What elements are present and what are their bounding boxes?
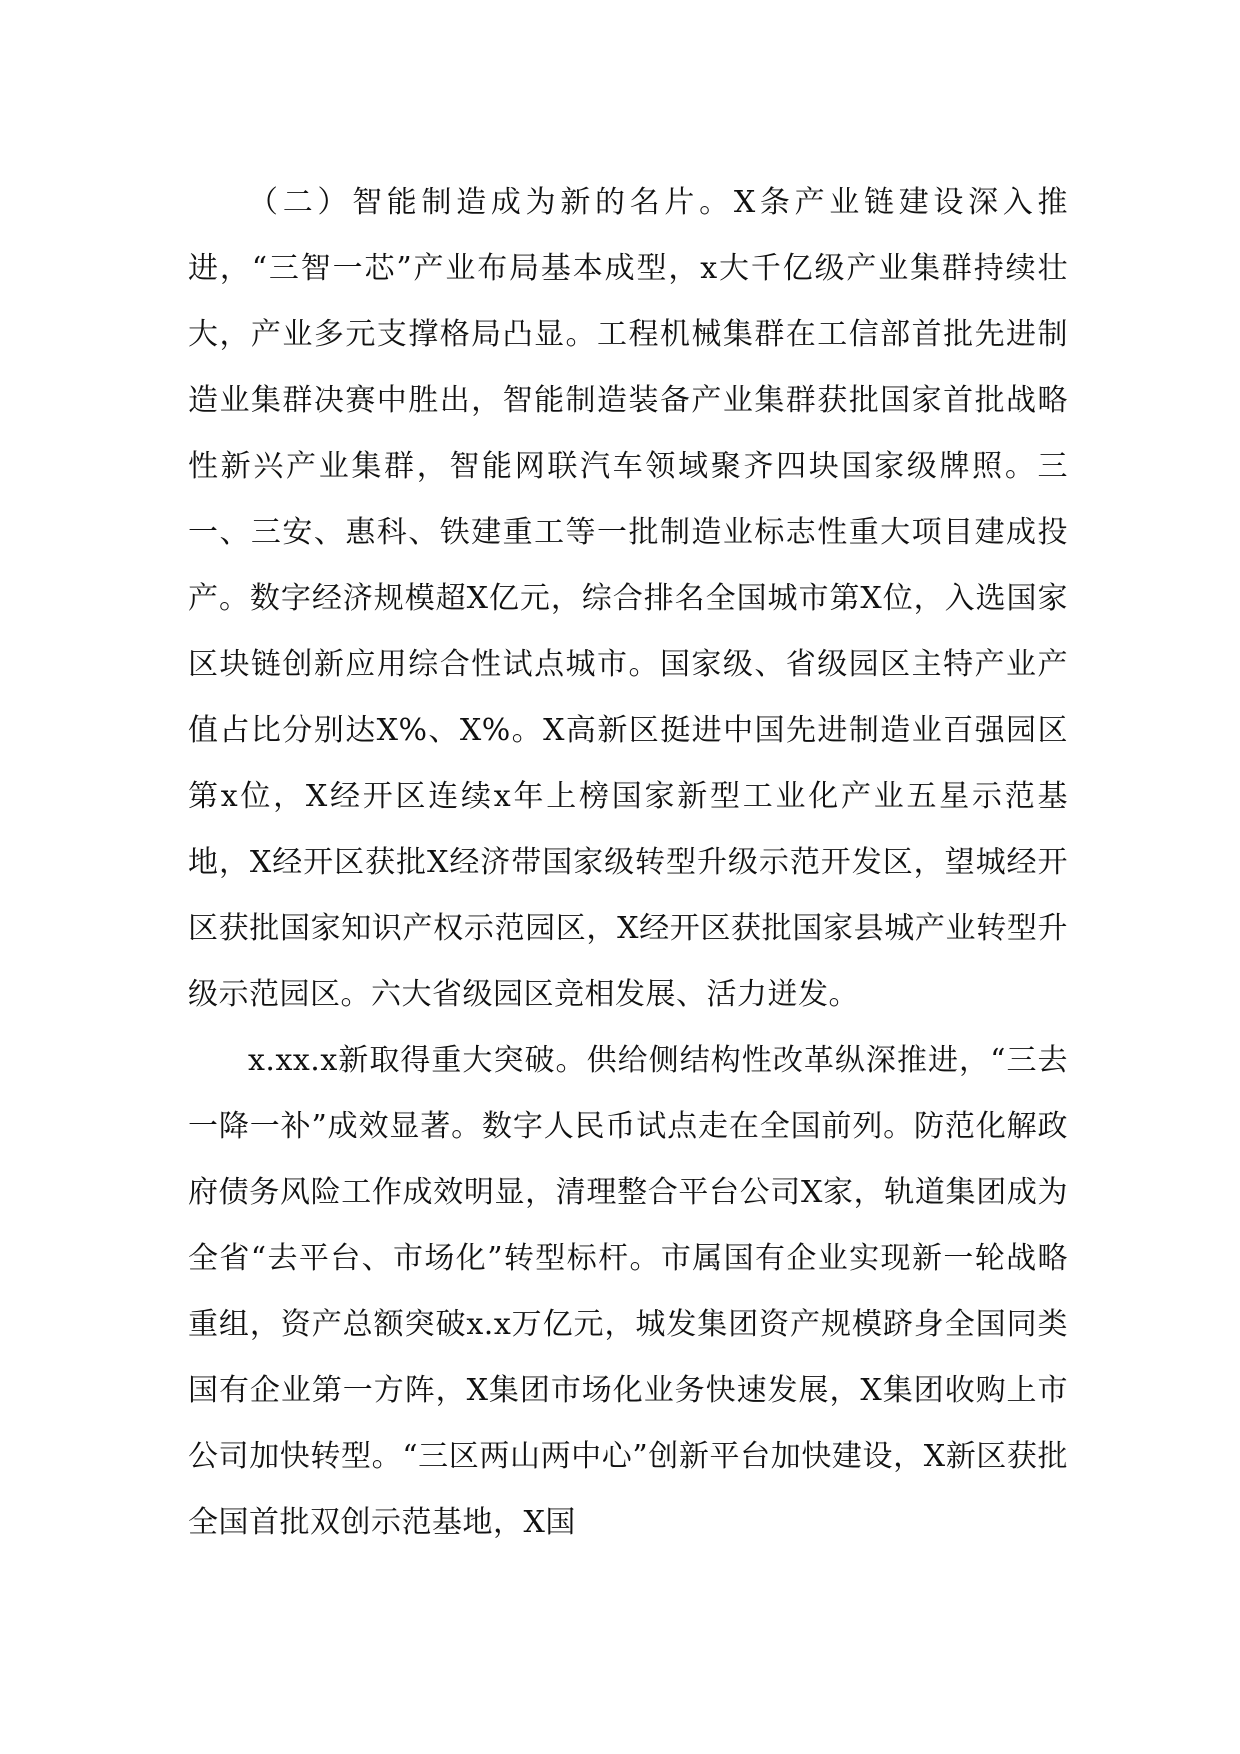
paragraph-intelligent-manufacturing: （二）智能制造成为新的名片。X条产业链建设深入推进，“三智一芯”产业布局基本成型，x大千亿级产业集群持续壮大，产业多元支撑格局凸显。工程机械集群在工信部首批先进制造业集群决赛中胜出，智能制造装备产业集群获批国家首批战略性新兴产业集群，智能网联汽车领域聚齐四块国家级牌照。三一、三安、惠科、铁建重工等一批制造业标志性重大项目建成投产。数字经济规模超X亿元，综合排名全国城市第X位，入选国家区块链创新应用综合性试点城市。国家级、省级园区主特产业产值占比分别达X%、X%。X高新区挺进中国先进制造业百强园区第x位，X经开区连续x年上榜国家新型工业化产业五星示范基地，X经开区获批X经济带国家级转型升级示范开发区，望城经开区获批国家知识产权示范园区，X经开区获批国家县城产业转型升级示范园区。六大省级园区竞相发展、活力迸发。 <box>188 185 1068 1012</box>
paragraph-reform-breakthrough: x.xx.x新取得重大突破。供给侧结构性改革纵深推进，“三去一降一补”成效显著。数字人民币试点走在全国前列。防范化解政府债务风险工作成效明显，清理整合平台公司X家，轨道集团成为全省“去平台、市场化”转型标杆。市属国有企业实现新一轮战略重组，资产总额突破x.x万亿元，城发集团资产规模跻身全国同类国有企业第一方阵，X集团市场化业务快速发展，X集团收购上市公司加快转型。“三区两山两中心”创新平台加快建设，X新区获批全国首批双创示范基地，X国 <box>188 1043 1068 1540</box>
document-body <box>188 170 1068 1556</box>
